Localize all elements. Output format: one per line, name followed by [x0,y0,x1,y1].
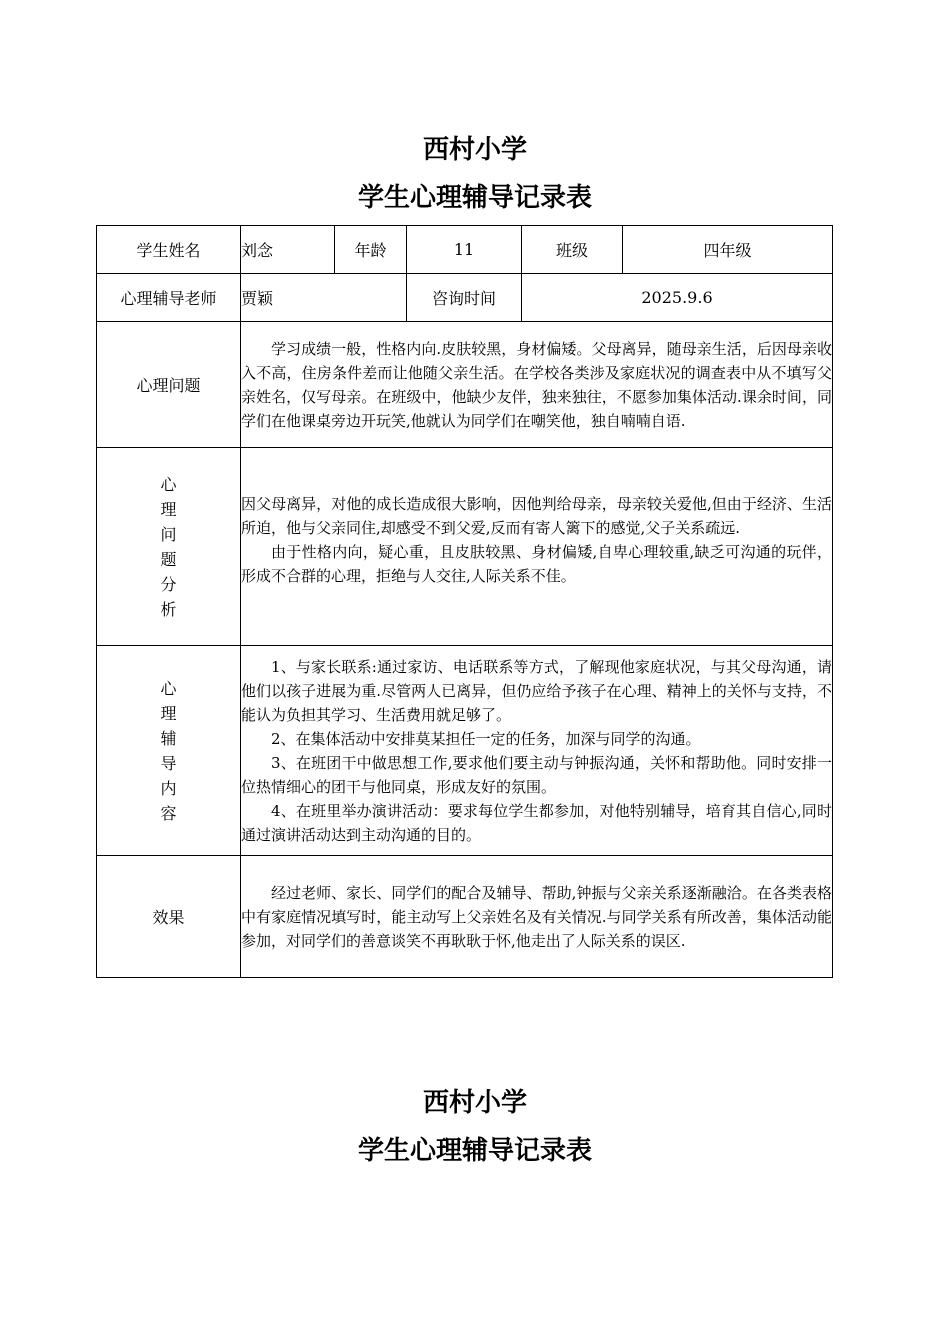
problem-label: 心理问题 [97,322,241,448]
content-label-char: 内 [160,778,177,798]
analysis-label-char: 理 [160,499,177,519]
row-basic-info [97,226,833,274]
analysis-label-char: 析 [160,599,177,619]
form-title: 学生心理辅导记录表 [357,183,592,213]
effect-cell [241,856,833,978]
student-name-value: 刘念 [241,226,335,274]
consult-time-value: 2025.9.6 [522,274,833,322]
counseling-record-table [96,225,833,978]
age-value: 11 [407,226,522,274]
row-effect [97,856,833,978]
teacher-label: 心理辅导老师 [97,274,241,322]
analysis-paragraph: 因父母离异，对他的成长造成很大影响，因他判给母亲，母亲较关爱他,但由于经济、生活所迫，他与父亲同住,却感受不到父爱,反而有寄人篱下的感觉,父子关系疏远. [241,494,832,537]
effect-label: 效果 [97,856,241,978]
class-value: 四年级 [623,226,833,274]
analysis-label-char: 问 [160,524,177,544]
row-analysis [97,448,833,646]
school-title-2: 西村小学 [422,1088,527,1118]
content-paragraph: 1、与家长联系:通过家访、电话联系等方式，了解现他家庭状况，与其父母沟通，请他们以孩子进展为重.尽管两人已离异，但仍应给予孩子在心理、精神上的关怀与支持，不能认为负担其学习、生活费用就足够了。 [241,657,832,724]
row-content [97,646,833,856]
content-label-char: 容 [160,803,177,823]
content-label-char: 理 [160,703,177,723]
effect-text: 经过老师、家长、同学们的配合及辅导、帮助,钟振与父亲关系逐渐融洽。在各类表格中有家庭情况填写时，能主动写上父亲姓名及有关情况.与同学关系有所改善，集体活动能参加，对同学们的善意谈笑不再耿耿于怀,他走出了人际关系的误区. [241,883,832,950]
content-paragraph: 3、在班团干中做思想工作,要求他们要主动与钟振沟通，关怀和帮助他。同时安排一位热情细心的团干与他同桌，形成友好的氛围。 [241,753,832,796]
teacher-value: 贾颖 [241,274,407,322]
problem-text: 学习成绩一般，性格内向.皮肤较黑，身材偏矮。父母离异，随母亲生活，后因母亲收入不高，住房条件差而让他随父亲生活。在学校各类涉及家庭状况的调查表中从不填写父亲姓名，仅写母亲。在班级中，他缺少友伴，独来独往，不愿参加集体活动.课余时间，同学们在他课桌旁边开玩笑,他就认为同学们在嘲笑他，独自喃喃自语. [241,339,832,430]
analysis-label-char: 题 [160,549,177,569]
analysis-label-char: 心 [160,474,177,494]
school-title: 西村小学 [422,135,527,165]
content-paragraph: 4、在班里举办演讲活动：要求每位学生都参加，对他特别辅导，培育其自信心,同时通过演讲活动达到主动沟通的目的。 [241,801,832,844]
content-cell [241,646,833,856]
student-name-label: 学生姓名 [97,226,241,274]
analysis-paragraph: 由于性格内向，疑心重，且皮肤较黑、身材偏矮,自卑心理较重,缺乏可沟通的玩伴，形成不合群的心理，拒绝与人交往,人际关系不佳。 [241,542,832,585]
content-paragraph: 2、在集体活动中安排莫某担任一定的任务，加深与同学的沟通。 [271,729,701,748]
analysis-cell [241,448,833,646]
content-label-char: 心 [160,678,177,698]
form-title-2: 学生心理辅导记录表 [357,1136,592,1166]
content-label-char: 导 [160,753,177,773]
row-problem [97,322,833,448]
analysis-label-char: 分 [160,574,177,594]
consult-time-label: 咨询时间 [407,274,522,322]
problem-cell [241,322,833,448]
content-label [97,646,241,856]
content-label-char: 辅 [160,728,177,748]
row-teacher-info [97,274,833,322]
analysis-label [97,448,241,646]
class-label: 班级 [522,226,623,274]
age-label: 年龄 [335,226,407,274]
